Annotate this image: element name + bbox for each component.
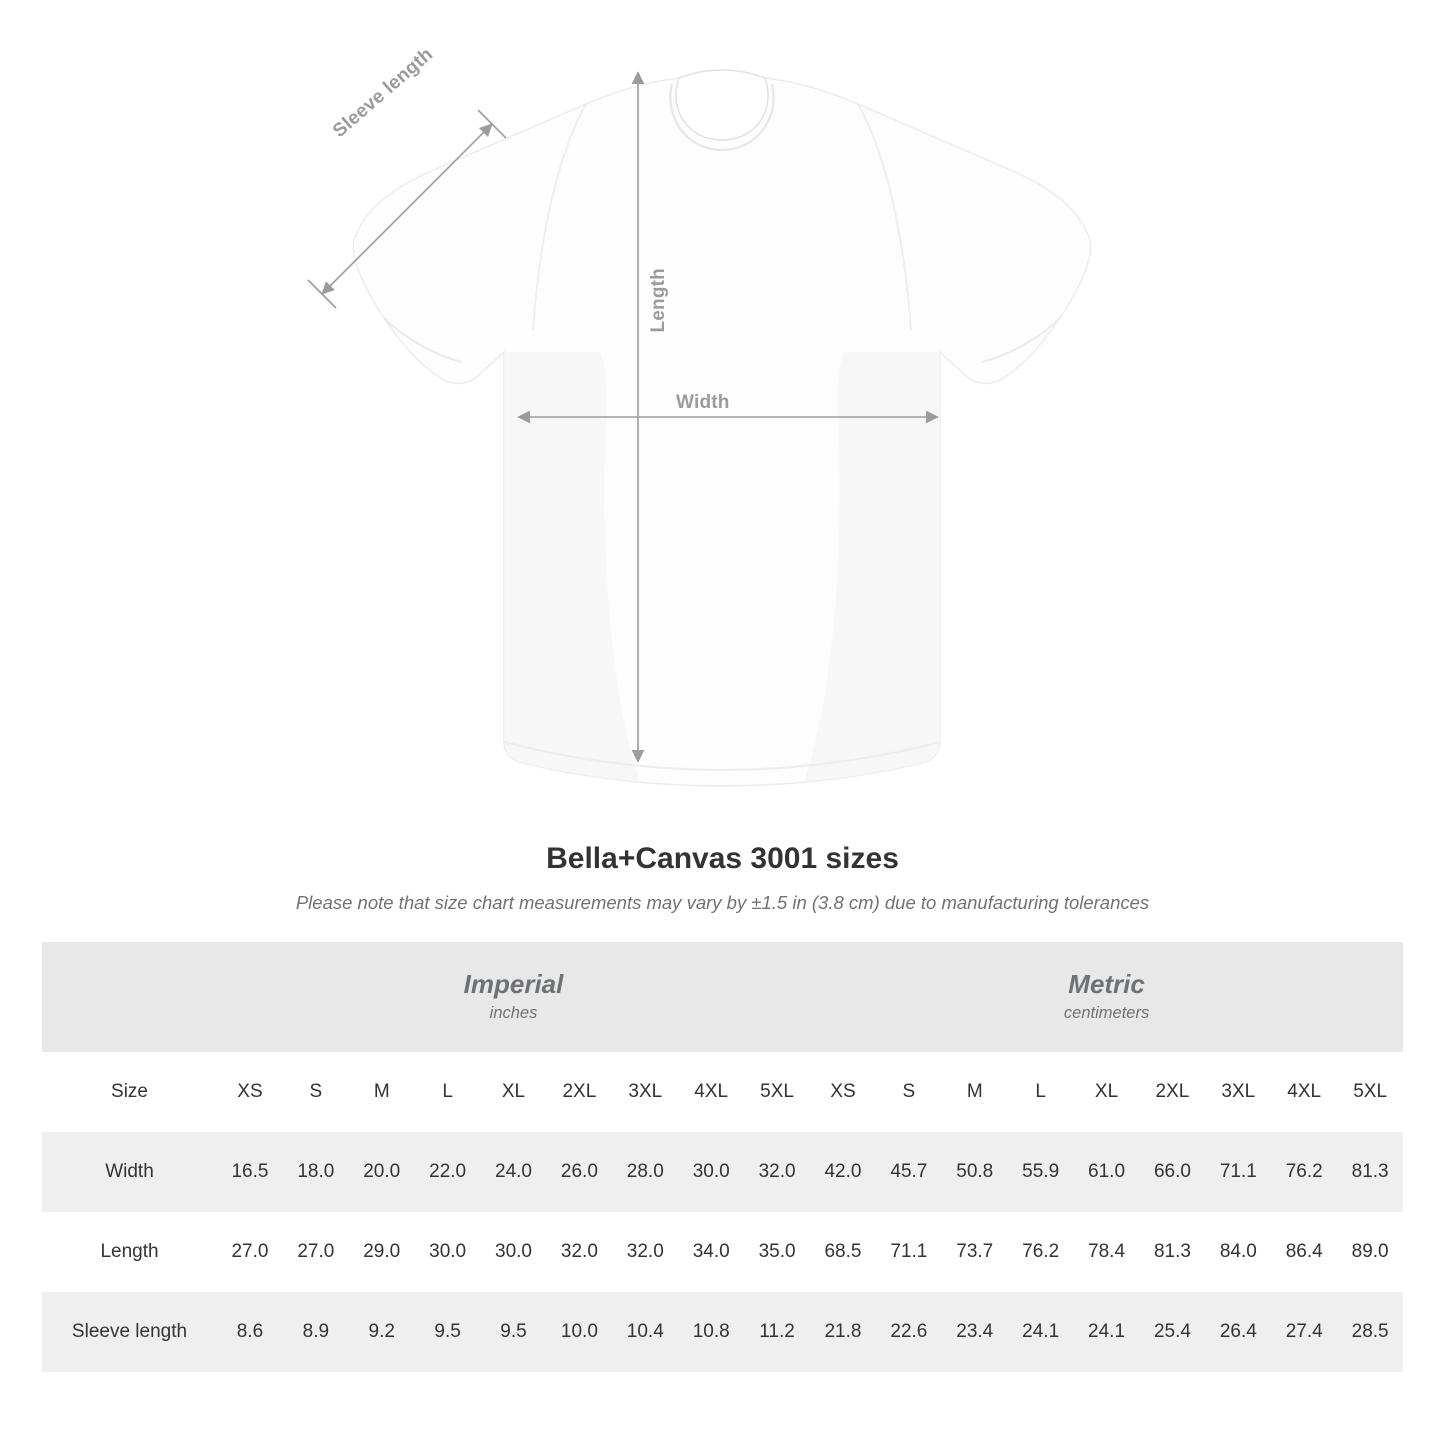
header-size-4xl-met: 4XL	[1271, 1052, 1337, 1132]
cell-sleeve-9: 21.8	[810, 1292, 876, 1372]
cell-width-4: 24.0	[481, 1132, 547, 1212]
cell-length-2: 29.0	[349, 1212, 415, 1292]
cell-length-10: 71.1	[876, 1212, 942, 1292]
cell-width-3: 22.0	[415, 1132, 481, 1212]
cell-sleeve-12: 24.1	[1008, 1292, 1074, 1372]
header-size-m-imp: M	[349, 1052, 415, 1132]
cell-width-2: 20.0	[349, 1132, 415, 1212]
row-label-length: Length	[42, 1212, 217, 1292]
page-title: Bella+Canvas 3001 sizes	[546, 842, 899, 875]
cell-sleeve-3: 9.5	[415, 1292, 481, 1372]
cell-width-11: 50.8	[942, 1132, 1008, 1212]
cell-length-4: 30.0	[481, 1212, 547, 1292]
cell-width-16: 76.2	[1271, 1132, 1337, 1212]
header-size-3xl-met: 3XL	[1205, 1052, 1271, 1132]
header-size-2xl-met: 2XL	[1139, 1052, 1205, 1132]
cell-width-17: 81.3	[1337, 1132, 1403, 1212]
cell-width-1: 18.0	[283, 1132, 349, 1212]
cell-width-5: 26.0	[546, 1132, 612, 1212]
cell-length-0: 27.0	[217, 1212, 283, 1292]
cell-sleeve-4: 9.5	[481, 1292, 547, 1372]
width-label: Width	[676, 392, 730, 413]
imperial-unit: inches	[489, 1004, 538, 1023]
cell-sleeve-11: 23.4	[942, 1292, 1008, 1372]
cell-width-14: 66.0	[1139, 1132, 1205, 1212]
row-label-width: Width	[42, 1132, 217, 1212]
cell-length-12: 76.2	[1008, 1212, 1074, 1292]
cell-width-8: 32.0	[744, 1132, 810, 1212]
header-size-s-met: S	[876, 1052, 942, 1132]
cell-sleeve-2: 9.2	[349, 1292, 415, 1372]
size-table	[42, 942, 1403, 1372]
tolerance-note: Please note that size chart measurements may vary by ±1.5 in (3.8 cm) due to manufacturing tolerances	[295, 892, 1150, 913]
cell-width-9: 42.0	[810, 1132, 876, 1212]
cell-width-0: 16.5	[217, 1132, 283, 1212]
metric-unit: centimeters	[1063, 1004, 1150, 1023]
cell-length-14: 81.3	[1139, 1212, 1205, 1292]
header-size-xs-met: XS	[810, 1052, 876, 1132]
cell-sleeve-6: 10.4	[612, 1292, 678, 1372]
cell-length-6: 32.0	[612, 1212, 678, 1292]
header-size-2xl-imp: 2XL	[546, 1052, 612, 1132]
cell-width-7: 30.0	[678, 1132, 744, 1212]
cell-sleeve-1: 8.9	[283, 1292, 349, 1372]
cell-length-13: 78.4	[1074, 1212, 1140, 1292]
header-size-xs-imp: XS	[217, 1052, 283, 1132]
metric-banner	[810, 942, 1403, 1052]
cell-width-6: 28.0	[612, 1132, 678, 1212]
cell-length-3: 30.0	[415, 1212, 481, 1292]
cell-length-17: 89.0	[1337, 1212, 1403, 1292]
cell-width-15: 71.1	[1205, 1132, 1271, 1212]
header-size-l-imp: L	[415, 1052, 481, 1132]
cell-sleeve-8: 11.2	[744, 1292, 810, 1372]
table-row	[42, 1292, 1403, 1372]
cell-sleeve-14: 25.4	[1139, 1292, 1205, 1372]
cell-length-15: 84.0	[1205, 1212, 1271, 1292]
header-size-5xl-met: 5XL	[1337, 1052, 1403, 1132]
header-size-l-met: L	[1008, 1052, 1074, 1132]
row-label-sleeve-length: Sleeve length	[42, 1292, 217, 1372]
imperial-banner	[217, 942, 810, 1052]
length-label: Length	[648, 268, 669, 333]
imperial-name: Imperial	[463, 968, 564, 999]
header-size-3xl-imp: 3XL	[612, 1052, 678, 1132]
cell-sleeve-17: 28.5	[1337, 1292, 1403, 1372]
header-size-xl-met: XL	[1074, 1052, 1140, 1132]
cell-width-13: 61.0	[1074, 1132, 1140, 1212]
cell-sleeve-16: 27.4	[1271, 1292, 1337, 1372]
cell-width-10: 45.7	[876, 1132, 942, 1212]
sleeve-length-label: Sleeve length	[329, 43, 438, 142]
banner-spacer	[42, 942, 217, 1052]
cell-sleeve-10: 22.6	[876, 1292, 942, 1372]
cell-length-5: 32.0	[546, 1212, 612, 1292]
system-banner-row	[42, 942, 1403, 1052]
table-row	[42, 1212, 1403, 1292]
cell-sleeve-7: 10.8	[678, 1292, 744, 1372]
header-size-5xl-imp: 5XL	[744, 1052, 810, 1132]
cell-sleeve-5: 10.0	[546, 1292, 612, 1372]
cell-sleeve-0: 8.6	[217, 1292, 283, 1372]
header-size-4xl-imp: 4XL	[678, 1052, 744, 1132]
metric-name: Metric	[1068, 968, 1145, 999]
header-size-xl-imp: XL	[481, 1052, 547, 1132]
cell-length-11: 73.7	[942, 1212, 1008, 1292]
table-row	[42, 1132, 1403, 1212]
header-size-s-imp: S	[283, 1052, 349, 1132]
cell-length-7: 34.0	[678, 1212, 744, 1292]
table-header-row	[42, 1052, 1403, 1132]
tshirt-shape	[353, 70, 1090, 786]
size-table-container	[42, 942, 1403, 1372]
header-size-m-met: M	[942, 1052, 1008, 1132]
cell-length-8: 35.0	[744, 1212, 810, 1292]
cell-length-9: 68.5	[810, 1212, 876, 1292]
header-size: Size	[42, 1052, 217, 1132]
cell-length-16: 86.4	[1271, 1212, 1337, 1292]
title-block	[0, 842, 1445, 914]
cell-length-1: 27.0	[283, 1212, 349, 1292]
cell-sleeve-13: 24.1	[1074, 1292, 1140, 1372]
cell-width-12: 55.9	[1008, 1132, 1074, 1212]
cell-sleeve-15: 26.4	[1205, 1292, 1271, 1372]
